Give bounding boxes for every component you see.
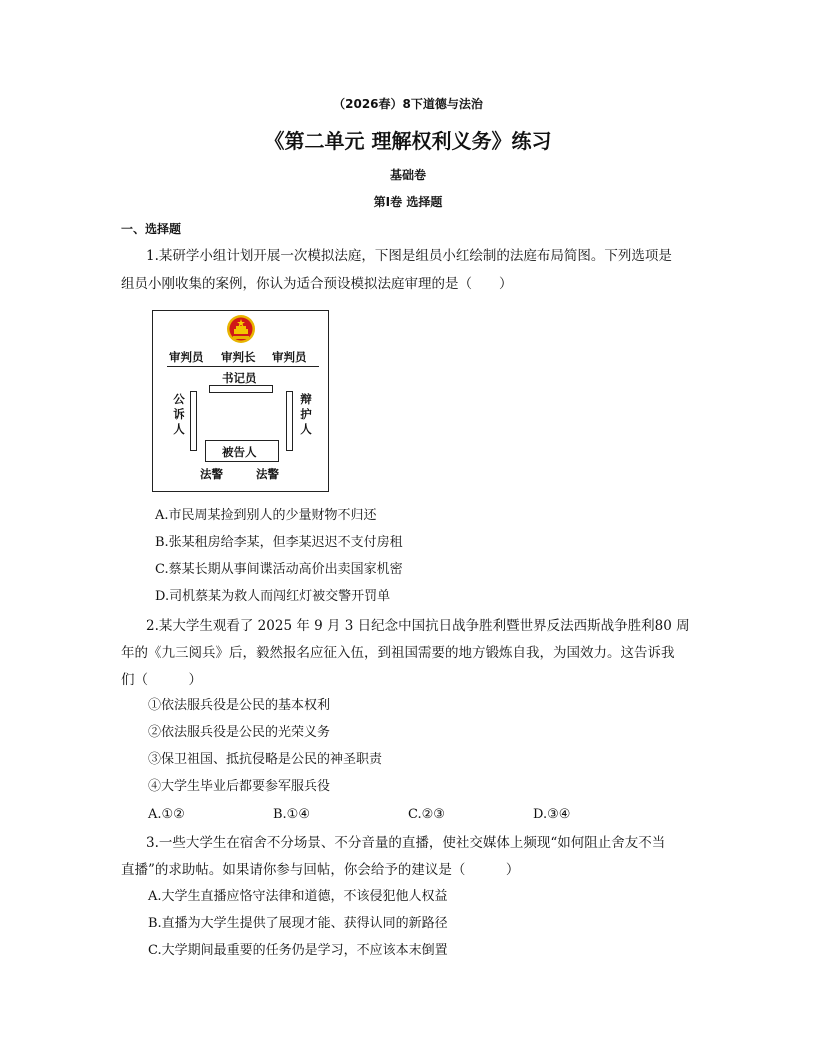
court-layout-diagram <box>152 310 329 492</box>
prosecutor-label: 公诉人 <box>173 392 185 436</box>
question-1-option-c: C.蔡某长期从事间谍活动高价出卖国家机密 <box>155 562 403 577</box>
question-2-option-d: D.③④ <box>533 807 571 822</box>
question-2-option-c: C.②③ <box>408 807 445 822</box>
question-2-line-1: 2.某大学生观看了 2025 年 9 月 3 日纪念中国抗日战争胜利暨世界反法西斯战争胜利80 周 <box>146 618 690 634</box>
question-1-option-d: D.司机蔡某为救人而闯红灯被交警开罚单 <box>155 589 391 604</box>
question-1-option-b: B.张某租房给李某，但李某迟迟不支付房租 <box>155 535 403 550</box>
part-label: 第I卷 选择题 <box>373 195 443 209</box>
judges-bench <box>167 366 319 367</box>
defender-label: 辩护人 <box>300 392 312 436</box>
question-3-line-1: 3.一些大学生在宿舍不分场景、不分音量的直播，使社交媒体上频现“如何阻止舍友不当 <box>146 835 666 851</box>
question-1-line-2: 组员小刚收集的案例，你认为适合预设模拟法庭审理的是（ ） <box>121 276 513 292</box>
volume-label: 基础卷 <box>389 168 426 182</box>
prosecutor-desk <box>190 391 197 451</box>
question-3-option-b: B.直播为大学生提供了展现才能、获得认同的新路径 <box>148 916 448 931</box>
question-2-statement-4: ④大学生毕业后都要参军服兵役 <box>148 779 331 794</box>
judge-right-label: 审判员 <box>272 350 307 364</box>
question-1-line-1: 1.某研学小组计划开展一次模拟法庭，下图是组员小红绘制的法庭布局简图。下列选项是 <box>146 248 672 264</box>
question-3-option-c: C.大学期间最重要的任务仍是学习，不应该本末倒置 <box>148 943 448 958</box>
police-right-label: 法警 <box>256 467 279 481</box>
judge-left-label: 审判员 <box>169 350 204 364</box>
exam-subtitle: （2026春）8下道德与法治 <box>333 97 483 111</box>
question-3-option-a: A.大学生直播应恪守法律和道德，不该侵犯他人权益 <box>148 889 448 904</box>
question-2-line-2: 年的《九三阅兵》后，毅然报名应征入伍，到祖国需要的地方锻炼自我，为国效力。这告诉我 <box>121 645 675 661</box>
section-heading: 一、选择题 <box>121 222 182 236</box>
question-1-option-a: A.市民周某捡到别人的少量财物不归还 <box>155 508 377 523</box>
clerk-desk <box>209 385 273 393</box>
defender-desk <box>286 391 293 451</box>
national-emblem-icon <box>226 314 256 344</box>
police-left-label: 法警 <box>200 467 223 481</box>
question-2-statement-1: ①依法服兵役是公民的基本权利 <box>148 698 331 713</box>
question-2-option-a: A.①② <box>148 807 185 822</box>
question-2-line-3: 们（ ） <box>121 672 202 688</box>
chief-judge-label: 审判长 <box>221 350 256 364</box>
question-2-option-b: B.①④ <box>273 807 310 822</box>
clerk-label: 书记员 <box>222 371 257 385</box>
question-2-statement-2: ②依法服兵役是公民的光荣义务 <box>148 725 331 740</box>
exam-title: 《第二单元 理解权利义务》练习 <box>264 129 552 153</box>
question-3-line-2: 直播”的求助帖。如果请你参与回帖，你会给予的建议是（ ） <box>121 862 520 878</box>
question-2-statement-3: ③保卫祖国、抵抗侵略是公民的神圣职责 <box>148 752 383 767</box>
defendant-label: 被告人 <box>222 445 257 459</box>
